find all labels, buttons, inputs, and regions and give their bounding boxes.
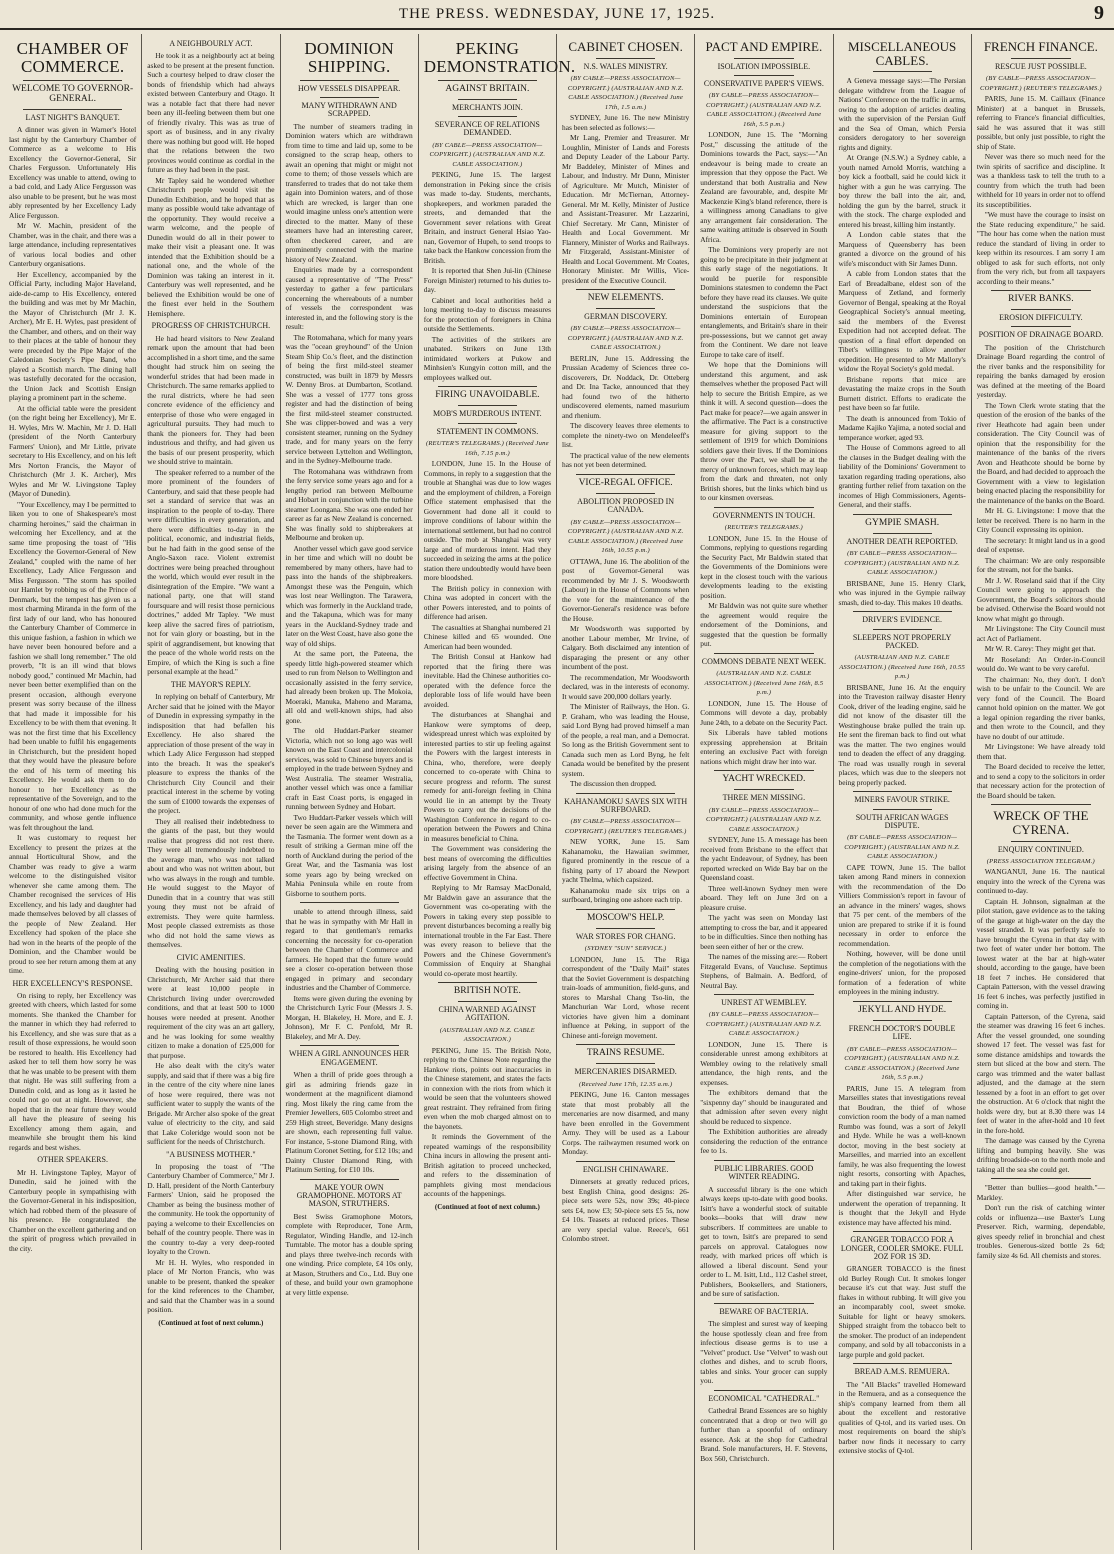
article-paragraph: Dinnersets at greatly reduced prices, best English China, good designs: 26-piece sets were 52s, now 39s; 40-piece sets £4, now £3; 50-piece sets £5 5s, now £4 10s. Teasets at reduced prices. These are very special value. Reece's, 661 Colombo street. <box>562 1177 690 1244</box>
article-paragraph: The Town Clerk wrote stating that the question of the erosion of the banks of the river Heathcote had again been under consideration. The City Council was of opinion that the responsibility for the maintenance of the banks of the rivers Avon and Heathcote should be borne by the Board, and had decided to approach the Government with a view to legislation being enacted placing the responsibility for the maintenance of the banks on the Board. <box>976 400 1105 505</box>
column-rule <box>853 1001 952 1002</box>
column-5 <box>557 34 695 1550</box>
headline: TRAINS RESUME. <box>586 1048 665 1059</box>
column-rule <box>438 80 537 81</box>
article-paragraph: LONDON, June 15. The "Morning Post," discussing the attitude of the Dominions towards the Pact, says:—"An endeavour is being made to create an impression that they oppose the Pact. We understand that both Australia and New Zealand are favourable, and, despite Mr Mackenzie King's bland reference, there is a willingness among Canadians to give any arrangement fair consideration. The same waiting attitude is observed in South Africa. <box>700 130 828 244</box>
column-rule <box>1011 58 1071 59</box>
article-paragraph: The names of the missing are:— Robert Fitzgerald Evans, of Vaucluse. Septimus Stephens, of Balmain. A. Bedford, of Neutral Bay. <box>700 952 828 990</box>
headline: FRENCH DOCTOR'S DOUBLE LIFE. <box>848 1023 956 1042</box>
headline: EROSION DIFFICULTY. <box>999 313 1083 322</box>
column-rule <box>596 58 655 59</box>
headline: PROGRESS OF CHRISTCHURCH. <box>151 321 271 331</box>
column-rule <box>853 611 952 612</box>
column-rule <box>300 1179 399 1180</box>
article-paragraph: OTTAWA, June 16. The abolition of the post of Governor-General was recommended by Mr J. S. Woodsworth (Labour) in the House of Commons when the vote for the maintenance of the Governor-General's residence was before the House. <box>562 556 690 623</box>
headline: MAKE YOUR OWN GRAMOPHONE. MOTORS AT MASON, STRUTHERS. <box>296 1182 402 1209</box>
headline: CHAMBER OF COMMERCE. <box>16 39 129 76</box>
headline: HER EXCELLENCY'S RESPONSE. <box>12 978 133 988</box>
article-paragraph: The "All Blacks" travelled Homeward in the Remuera, and as a consequence the ship's company learned from them all about the excellent and restorative qualities of Q-tol, and its varied uses. On most requirements on board the ship's barber now finds it necessary to carry extensive stocks of Q-tol. <box>838 1379 966 1456</box>
article-paragraph: Two Huddart-Parker vessels which will never be seen again are the Wimmera and the Tasmania. The former went down as a result of striking a German mine off the north of Auckland during the period of the Great War, and the Tasmania was lost some years ago by being wrecked on Mahia Peninsula while en route from Gisborne to southern ports. <box>285 812 413 898</box>
column-rule <box>991 290 1091 291</box>
dateline: (BY CABLE—PRESS ASSOCIATION—COPYRIGHT.) (REUTER'S TELEGRAMS.) <box>979 75 1102 92</box>
article-paragraph: At Orange (N.S.W.) a Sydney cable, a youth named Arnold Morris, watching a boy kick a football, said he could kick it higher with a gun he was carrying. The boy threw the ball into the air, and, holding the gun by the barrel, struck it with the stock. The charge exploded and entered his breast, killing him instantly. <box>838 153 966 229</box>
masthead-title: THE PRESS. WEDNESDAY, JUNE 17, 1925. <box>398 6 716 22</box>
headline: GRANGER TOBACCO FOR A LONGER, COOLER SMOKE. FULL 2OZ FOR 1S 3D. <box>840 1235 964 1262</box>
headline: ABOLITION PROPOSED IN CANADA. <box>577 496 675 515</box>
article-paragraph: The position of the Christchurch Drainage Board regarding the control of the river banks and the responsibility for repairing the banks damaged by erosion was defined at the meeting of the Board yesterday. <box>976 342 1105 400</box>
dateline: (PRESS ASSOCIATION TELEGRAM.) <box>986 857 1095 865</box>
headline: DRIVER'S EVIDENCE. <box>862 615 942 625</box>
article-paragraph: A dinner was given in Warner's Hotel last night by the Canterbury Chamber of Commerce as a welcome to His Excellency the Governor-General, Sir Charles Fergusson. Unfortunately His Excellency was unable to attend, owing to a bad cold, and Lady Alice Fergusson was also unable to be present, but he was most ably represented by her Excellency Lady Alice Fergusson. <box>9 125 137 220</box>
headline: SEVERANCE OF RELATIONS DEMANDED. <box>434 120 540 138</box>
column-rule <box>438 386 537 387</box>
article-paragraph: Never was there so much need for the twin spirits of sacrifice and discipline. It was a thankless task to tell the truth to a country from which the truth had been withheld for 10 years in order not to offend its susceptibilities. <box>976 152 1105 209</box>
article-paragraph: LONDON, June 15. In the House of Commons, in reply to a suggestion that the trouble at Shanghai was due to low wages and the employment of children, a Foreign Office statement emphasised that the Government had done all it could to improve conditions of labour within the international settlement, but had no control outside. The mob at Shanghai was very large and of murderous intent. Had they succeeded in seizing the arms at the police station there undoubtedly would have been more bloodshed. <box>423 459 552 583</box>
column-rule <box>23 80 122 81</box>
column-8 <box>972 34 1110 1550</box>
article-paragraph: PARIS, June 15. M. Caillaux (Finance Minister) at a banquet in Brussels, referring to France's financial difficulties, said he was assured that it was still possible, but only just possible, to right the ship of State. <box>976 94 1105 151</box>
article-paragraph: The activities of the strikers are unabated. Strikers on June 13th intimidated workers at Pukow and Minhsien's Kungyin cotton mill, and the employees walked out. <box>423 334 551 382</box>
dateline: (SYDNEY "SUN" SERVICE.) <box>584 945 667 953</box>
column-rule <box>734 75 793 76</box>
column-rule <box>1011 326 1071 327</box>
dateline: (REUTER'S TELEGRAMS.) <box>724 524 803 532</box>
headline: SOUTH AFRICAN WAGES DISPUTE. <box>855 812 949 831</box>
dateline: (BY CABLE—PRESS ASSOCIATION—COPYRIGHT.) (AUSTRALIAN AND N.Z. CABLE ASSOCIATION.) (Received June 16th, 5.5 p.m.) <box>844 1045 960 1082</box>
article-paragraph: Items were given during the evening by the Christchurch Lyric Four (Messrs J. S. Morgan, H. Blakeley, H. More, and E. J. Johnson), Mr F. C. Penfold, Mr R. Blakeley, and Mr A. Dey. <box>285 993 413 1041</box>
headline: UNREST AT WEMBLEY. <box>721 998 807 1008</box>
column-rule <box>734 789 793 790</box>
dateline: (BY CABLE—PRESS ASSOCIATION—COPYRIGHT.) (AUSTRALIAN AND N.Z. CABLE ASSOCIATION.) (Received June 16th, 5.5 p.m.) <box>706 92 822 128</box>
article-paragraph: A cable from London states that the Earl of Breadalbane, eldest son of the Marquess of Zetland, and formerly Governor of Bengal, speaking at the Royal Geographical Society's annual meeting, said the members of the Everest Expedition had not accepted defeat. The question of a final effort depended on Tibet's willingness to allow another expedition. He presented to Mr Mallory's widow the Royal Society's gold medal. <box>838 269 966 374</box>
column-rule <box>596 493 655 494</box>
article-paragraph: Mr Livingstone: The City Council must act Act of Parliament. <box>976 624 1105 643</box>
article-paragraph: NEW YORK, June 15. Sam Kahanamoku, the Hawaiian swimmer, figured prominently in the rescue of a fishing party of 17 aboard the Newport yacht Thelma, which capsized. <box>562 837 690 885</box>
article-paragraph: The Dominions very properly are not going to be precipitate in their judgment at this early stage of the negotiations. It would be puerile for responsible Dominions statesmen to condemn the Pact before they have read its clauses. We quite understand the suspicions that the Dominions entertain of European entanglements, and Britain's share in their pre-possessions, but we cannot get away from the Continent. We dare not leave Europe to take care of itself. <box>700 245 828 359</box>
headline: BREAD A.M.S. REMUERA. <box>854 1367 950 1377</box>
column-rule <box>714 1160 813 1161</box>
headline: MERCENARIES DISARMED. <box>574 1067 677 1077</box>
headline: PUBLIC LIBRARIES. GOOD WINTER READING. <box>714 1163 814 1182</box>
article-paragraph: At the official table were the president (on the right being her Excellency), Mr E. H. Wyles, Mrs W. Machin, Mr J. D. Hall (president of the North Canterbury Farmers' Union), and Mr Little, private secretary to His Excellency, and on his left Mrs Norton Francis, the Mayor of Christchurch (Mr J. K. Archer), Mrs Wyles and Mr W. Livingstone Tapley (Mayor of Dunedin). <box>9 403 137 499</box>
article-paragraph: Dealing with the housing position in Christchurch, Mr Archer said that there were at least 10,000 people in Christchurch living under overcrowded conditions, and that at least 500 to 1000 houses were needed at present. Another requirement of the city was an art gallery, and he was looking for some wealthy citizen to make a donation of £25,000 for that purpose. <box>147 965 275 1060</box>
continuation-note: (Continued at foot of next column.) <box>434 1202 540 1211</box>
column-rule <box>576 474 675 475</box>
article-paragraph: Mr H. Livingstone Tapley, Mayor of Dunedin, said he joined with the Canterbury people in sympathising with the Governor-General in his indisposition, which had robbed them of the pleasure of his presence. He congratulated the Chamber on the excellent gathering and on the spirit of progress which prevailed in the city. <box>9 1167 137 1253</box>
article-paragraph: LONDON, June 15. There is considerable unrest among exhibitors at Wembley owing to the relatively small attendance, the high rents, and the expenses. <box>700 1039 828 1087</box>
column-rule <box>991 1178 1091 1179</box>
dateline: (BY CABLE—PRESS ASSOCIATION—COPYRIGHT.) (AUSTRALIAN AND N.Z. CABLE ASSOCIATION.) <box>706 806 822 833</box>
column-rule <box>596 928 655 929</box>
headline: ENGLISH CHINAWARE. <box>582 1164 669 1174</box>
headline: WAR STORES FOR CHANG. <box>575 931 676 941</box>
article-paragraph: Captain Patterson, of the Cyrena, said the steamer was drawing 16 feet 6 inches. After the vessel grounded, one sounding showed 17 feet. The vessel was fast for some distance amidships and towards the stern but sliced at the bow and stern. The cargo was trimmed and the water ballast adjusted, and the damage at the stern lessened by a foot in an effort to get over the obstruction. At 6 o'clock that night the holds were dry, but at 8.30 there was 14 feet of water in the after-hold and 10 feet in the fore-hold. <box>976 1011 1105 1135</box>
article-paragraph: Her Excellency, accompanied by the Official Party, including Major Haveland, aide-de-camp to His Excellency, entered the building and was met by Mr Machin, the Mayor of Christchurch (Mr J. K. Archer), Mr E. H. Wyles, past president of the Chamber, and others, and on their way to their places at the table of honour they were preceded by the Pipe Major of the Caledonian Society's Pipe Band, who played a Scottish march. The dining hall was tastefully decorated for the occasion, the Union Jack and Scottish Ensign playing a prominent part in the scheme. <box>9 269 137 403</box>
article-paragraph: In proposing the toast of "The Canterbury Chamber of Commerce," Mr J. D. Hall, president of the North Canterbury Farmers' Union, said he proposed the Chamber as being the business mother of the community. He took the opportunity of paying a welcome to their Excellencies on behalf of the country people. There was in the country to-day a very deep-rooted loyalty to the Crown. <box>147 1161 275 1257</box>
article-paragraph: It reminds the Government of the repeated warnings of the responsibility China incurs in allowing the present anti-British agitation to proceed unchecked, and refers to the dissemination of pamphlets giving most mendacious accounts of the happenings. <box>423 1132 551 1199</box>
headline: MINERS FAVOUR STRIKE. <box>854 795 950 805</box>
article-paragraph: The speaker referred to a number of the more prominent of the founders of Canterbury, and said that these people had set a standard of service that was an inspiration to the people of to-day. There were difficulties in every generation, and there were difficulties to-day in the political, economic, and industrial fields, but he had faith in the good sense of the Anglo-Saxon race. Violent extremist doctrines were being preached throughout the world, which would ever result in the disintegration of the Empire. "We want a national party, one that will stand foursquare and will resist those pernicious doctrines," added Mr Tapley. "We must keep alive the sacred fires of patriotism, not for vain glory or boasting, but in the spirit of aggrandisement, but knowing that the peace of the whole world rests on the Empire, of which the King is such a fine personal example at the head." <box>147 467 275 677</box>
article-paragraph: LONDON, June 15. The House of Commons will devote a day, probably June 24th, to a debate on the Security Pact. <box>700 698 828 727</box>
headline: PEKING DEMONSTRATION. <box>423 39 576 76</box>
article-paragraph: The yacht was seen on Monday last attempting to cross the bar, and it appeared to be in difficulties. Since then nothing has been seen either of her or the crew. <box>700 913 828 951</box>
headline: THE MAYOR'S REPLY. <box>170 679 251 689</box>
article-paragraph: PEKING, June 15. The largest demonstration in Peking since the crisis was made to-day. Students, merchants, shopkeepers, and workmen paraded the streets, and demanded that the Government sever relations with Great Britain, and instruct General Hsiao Yao-nan, Governor of Hupeh, to send troops to take back the Hankow concession from the British. <box>423 170 551 265</box>
article-paragraph: PARIS, June 15. A telegram from Marseilles states that investigations reveal that Boudran, the thief of whose conviction room the body of a man named Rumbo was found, was a sort of Jekyll and Hyde. While he was a well-known doctor, moving in the best society at Marseilles, and married into an excellent family, he was also frequenting the lowest night resorts, consorting with Apaches, and taking part in their fights. <box>838 1083 966 1188</box>
headline: CONSERVATIVE PAPER'S VIEWS. <box>703 79 824 89</box>
article-paragraph: It is reported that Shen Jui-lin (Chinese Foreign Minister) returned to his duties to-day. <box>423 266 551 295</box>
headline: RESCUE JUST POSSIBLE. <box>995 61 1087 71</box>
headline: FRENCH FINANCE. <box>983 39 1098 54</box>
headline: KAHANAMOKU SAVES SIX WITH SURFBOARD. <box>564 796 688 815</box>
column-rule <box>1011 309 1071 310</box>
article-paragraph: WANGANUI, June 16. The nautical enquiry into the wreck of the Cyrena was continued to-day. <box>976 867 1105 896</box>
article-paragraph: Captain H. Johnson, signalman at the pilot station, gave evidence as to the taking of the gauge at high-water on the day the vessel stranded. It was perfectly safe to have brought the Cyrena in that day with two feet of water under her bottom. The lowest water at the bar at high-water should, according to the gauge, have been 18 feet 7 inches. He considered that Captain Patterson, with the vessel drawing 16 feet 6 inches, was perfectly justified in coming in. <box>976 896 1105 1011</box>
article-paragraph: CAPE TOWN, June 15. The ballot taken among Rand miners in connexion with the recommendation of the Do Villiers Commission's report in favour of an advance in the miners' wages, shows that 75 per cent. of the members of the union are prepared to strike if it is found necessary in order to enforce the recommendation. <box>838 862 966 948</box>
headline: CIVIC AMENITIES. <box>176 952 246 962</box>
column-rule <box>853 514 952 515</box>
headline: A NEIGHBOURLY ACT. <box>169 39 253 48</box>
column-rule <box>458 423 517 424</box>
article-paragraph: The Government was considering the best means of overcoming the difficulties arising largely from the absence of an effective Government in China. <box>423 844 551 882</box>
headline: GOVERNMENTS IN TOUCH. <box>712 510 815 520</box>
article-paragraph: The disturbances at Shanghai and Hankow were symptoms of deep, widespread unrest which was exploited by interested parties to stir up feeling against the Powers with the largest interests in China, who, therefore, were deeply concerned to co-operate with China to secure progress and reform. The surest remedy for anti-foreign feeling in China would lie in an attempt by the Treaty Powers to carry out the decisions of the Washington Conference in regard to co-operation between the Powers and China in measures beneficial to China. <box>423 710 551 843</box>
dateline: (AUSTRALIAN AND N.Z. CABLE ASSOCIATION.) (Received June 16th, 8.5 p.m.) <box>704 670 824 697</box>
headline: YACHT WRECKED. <box>722 774 806 785</box>
headline: ECONOMICAL "CATHEDRAL." <box>708 1393 820 1403</box>
headline: JEKYLL AND HYDE. <box>858 1004 947 1015</box>
column-1 <box>4 34 142 1550</box>
dateline: (BY CABLE—PRESS ASSOCIATION—COPYRIGHT.) (AUSTRALIAN AND N.Z. CABLE ASSOCIATION.) <box>706 1011 822 1038</box>
article-paragraph: "Better than bullies—good health."—Markley. <box>976 1183 1105 1202</box>
article-paragraph: Mr H. G. Livingstone: I move that the letter be received. There is no harm in the City Council expressing its opinion. <box>976 506 1105 535</box>
article-paragraph: Replying to Mr Ramsay MacDonald, Mr Baldwin gave an assurance that the Government was co-operating with the Powers in taking every step possible to prevent disturbances becoming a really big international trouble in the Far East. There was every reason to believe that the Powers and the Chinese Government's Commission of Enquiry at Shanghai would co-operate most heartily. <box>423 883 551 978</box>
article-paragraph: Mr Roseland: An Order-in-Council would do. We want to be very careful. <box>976 654 1105 674</box>
column-rule <box>1011 841 1071 842</box>
article-paragraph: The British Consul at Hankow had reported that the firing there was inevitable. Had the Chinese authorities co-operated with the defence force the deplorable loss of life would have been avoided. <box>423 652 551 709</box>
article-paragraph: Six Liberals have tabled motions expressing apprehension at Britain entering an exclusive Pact with foreign nations which might draw her into war. <box>700 728 828 766</box>
article-paragraph: The House of Commons agreed to all the clauses in the Budget dealing with the liability of the Dominions' Government to taxation regarding trading operations, also granting further relief from taxation on the incomes of High Commissioners, Agents-General, and their staffs. <box>838 443 966 510</box>
column-rule <box>23 109 122 110</box>
headline: OTHER SPEAKERS. <box>37 1155 108 1165</box>
column-rule <box>714 653 813 654</box>
dateline: (BY CABLE—PRESS ASSOCIATION—COPYRIGHT.) (AUSTRALIAN AND N.Z. CABLE ASSOCIATION.) (Received June 16th, 10.55 p.m.) <box>567 518 684 555</box>
article-paragraph: PEKING, June 16. Canton messages state that most probably all the mercenaries are now disarmed, and many have been enrolled in the Government Army. They will be used as a Labour Corps. The railwaymen resumed work on Monday. <box>562 1090 690 1157</box>
headline: AGAINST BRITAIN. <box>445 83 530 94</box>
column-rule <box>873 533 932 534</box>
article-paragraph: The practical value of the new elements has not yet been determined. <box>562 450 690 470</box>
headline: ISOLATION IMPOSSIBLE. <box>717 61 811 71</box>
column-rule <box>714 507 813 508</box>
newspaper-columns <box>4 34 1110 1550</box>
column-rule <box>320 97 379 98</box>
headline: MANY WITHDRAWN AND SCRAPPED. <box>301 101 397 119</box>
column-6 <box>695 34 833 1550</box>
article-paragraph: After distinguished war service, he underwent the operation of trepanning. It is thought that the Jekyll and Hyde existence may have affected his mind. <box>838 1189 966 1227</box>
article-paragraph: LONDON, June 15. In the House of Commons, replying to questions regarding the Security Pact, Mr Baldwin stated that the Governments of the Dominions were kept in the closest touch with the various developments leading to the existing position. <box>700 533 828 600</box>
article-paragraph: LONDON, June 15. The Riga correspondent of the "Daily Mail" states that the Soviet Government is despatching train-loads of ammunition, field-guns, and stores to Marshal Chang Tso-lin, the Manchurian War Lord, whose recent victories have given him a dominant influence at Peking, in support of the Chinese anti-foreign movement. <box>562 954 690 1040</box>
headline: MOSCOW'S HELP. <box>587 912 665 923</box>
article-paragraph: Cathedral Brand Essences are so highly concentrated that a drop or two will go further than a spoonful of ordinary essence. Ask at the shop for Cathedral Brand. Sole manufacturers, H. F. Stevens, Box 560, Christchurch. <box>700 1406 828 1463</box>
article-paragraph: unable to attend through illness, said that he was in sympathy with Mr Hall in regard to that gentleman's remarks concerning the necessity for co-operation between the Chamber of Commerce and farmers. He hoped that the future would see a closer co-operation between those engaged in primary and secondary industries and the Chamber of Commerce. <box>285 907 413 993</box>
article-paragraph: BERLIN, June 15. Addressing the Prussian Academy of Sciences three co-discoverers, Dr. Noddack, Dr. Otteberg and Dr. Ina Tacke, announced that they had found two of the hitherto undiscovered elements, named masurium and rhenium. <box>562 353 690 420</box>
headline: DOMINION SHIPPING. <box>304 39 394 76</box>
headline: LAST NIGHT'S BANQUET. <box>25 112 120 122</box>
article-paragraph: The chairman: We are only responsible for the stream, not for the banks. <box>976 555 1105 575</box>
article-paragraph: The casualties at Shanghai numbered 21 Chinese killed and 65 wounded. One American had been wounded. <box>423 622 551 651</box>
headline: THREE MEN MISSING. <box>722 793 806 803</box>
article-paragraph: Cabinet and local authorities held a long meeting to-day to discuss measures for the protection of foreigners in China outside the Settlements. <box>423 295 551 334</box>
headline: STATEMENT IN COMMONS. <box>436 426 539 436</box>
article-paragraph: The recommendation, Mr Woodsworth declared, was in the interests of economy. It would save 200,000 dollars yearly. <box>562 672 690 701</box>
article-paragraph: Nothing, however, will be done until the completion of the negotiations with the engine-drivers' union, for the proposed formation of a federation of white employees in the mining industry. <box>838 949 966 997</box>
headline: ENQUIRY CONTINUED. <box>997 844 1084 854</box>
headline: RIVER BANKS. <box>1008 294 1074 305</box>
article-paragraph: We hope that the Dominions will understand this argument, and ask themselves whether the proposed Pact will help to secure the British Empire, as we think it will. A second question—does the Pact make for peace?—we again answer in the affirmative. The Pact is a constructive measure for giving support to the settlement of 1919 for which Dominions soldiers gave their lives. If the Dominions throw over the Pact, we shall be at the mercy of unknown forces, which may leap from the dark and threaten, not only British shores, but the links which bind us to our kinsmen overseas. <box>700 360 828 503</box>
article-paragraph: He had heard visitors to New Zealand remark upon the amount that had been accomplished in a short time, and the same thought had struck him on seeing the wonderful strides that had been made in Christchurch. The same remarks applied to the rural districts, where he had seen concrete evidence of the efficiency and enterprise of those who were engaged in agricultural pursuits. They had much to thank the pioneers for. They had been industrious and thrifty, and had given us the basis of our present prosperity, which we should strive to maintain. <box>147 333 275 467</box>
article-paragraph: When a thrill of pride goes through a girl as admiring friends gaze in wonderment at the magnificent diamond ring. Most likely the ring came from the Premier Jewellers, 605 Colombo street and 259 High street, Beveridge. Many designs are shown, each representing full value. For instance, 5-stone Diamond Ring, with Platinum Coronet Setting, for £12 10s; and Dainty Cluster Diamond Ring, with Platinum Setting, for £10 10s. <box>285 1070 413 1175</box>
column-rule <box>576 289 675 290</box>
dateline: (Received June 17th, 12.35 a.m.) <box>579 1080 673 1088</box>
continuation-note: (Continued at foot of next column.) <box>158 1318 264 1327</box>
page-number: 9 <box>1094 2 1104 24</box>
article-paragraph: Kahanamoku made six trips on a surfboard, bringing one ashore each trip. <box>562 885 690 905</box>
headline: BEWARE OF BACTERIA. <box>719 1306 809 1316</box>
column-rule <box>576 1044 675 1045</box>
dateline: (BY CABLE—PRESS ASSOCIATION—COPYRIGHT.) (AUSTRALIAN AND N.Z. CABLE ASSOCIATION.) <box>844 550 960 577</box>
column-rule <box>458 405 517 406</box>
column-rule <box>853 1231 952 1232</box>
headline: GYMPIE SMASH. <box>865 517 940 528</box>
article-paragraph: SYDNEY, June 16. The new Ministry has been selected as follows:— <box>562 113 690 132</box>
article-paragraph: "We must have the courage to insist on the State reducing expenditure," he said. "The hour has come when the nation must reduce the standard of living in order to keep within its resources. I am sorry I am obliged to ask for such efforts, not only from the very rich, but from all taxpayers according to their means." <box>976 210 1105 286</box>
article-paragraph: In replying on behalf of Canterbury, Mr Archer said that he joined with the Mayor of Dunedin in expressing sympathy in the indisposition that had befallen his Excellency. He also shared the appreciation of those present of the way in which Lady Alice Fergusson had stepped into the breach. It was the speaker's pleasure to express the thanks of the Christchurch City Council and their practical interest in the scheme by voting the sum of £1000 towards the expenses of the project. <box>147 692 275 816</box>
headline: PACT AND EMPIRE. <box>705 39 823 54</box>
article-paragraph: GRANGER TOBACCO is the finest old Burley Rough Cut. It smokes longer because it's cut that way. Just stuff the flakes in without rubbing. It will give you an incomparably cool, sweet smoke. Suitable for light or heavy smokers. Shipped straight from the tobacco belt to the smoker. The product of an independent company, and sold by all tobacconists in a large purple and gold packet. <box>838 1264 966 1359</box>
article-paragraph: Mr Lang, Premier and Treasurer. Mr Loughlin, Minister of Lands and Forests and Deputy Leader of the Labour Party. Mr Baddeley, Minister of Mines and Labour, and Industry. Mr Dunn, Minister of Agriculture. Mr Mutch, Minister of Education. Mr McTiernan, Attorney-General. Mr M. Kelly, Minister of Justice and Assistant-Treasurer. Mr Lazzarini, Chief Secretary. Mr Cann, Minister of Health and Local Government. Mr Flannery, Minister of Works and Railways. Mr Fitzgerald, Assistant-Minister of Health and Local Government. Mr Coates, Honorary Minister. Mr Willis, Vice-president of the Executive Council. <box>562 133 690 285</box>
article-paragraph: Don't run the risk of catching winter colds or influenza—use Baxter's Lung Preserver. Rich, warming, dependable, gives speedy relief in bronchial and chest troubles. Generous-sized bottle 2s 6d; family size 4s 6d. All chemists and stores. <box>976 1203 1105 1260</box>
article-paragraph: A Geneva message says:—The Persian delegate withdrew from the League of Nations' Conference on the traffic in arms, owing to the adoption of articles dealing with the supervision of the Persian Gulf and the Sea of Oman, which Persia considers derogatory to her sovereign rights and dignity. <box>838 76 966 152</box>
article-paragraph: Another vessel which gave good service in her time and which will no doubt be remembered by many others, have had to pass into the hands of the shipbreakers. Amongst these was the Penguin, which was lost near Wellington. The Tarawera, which was formerly in the Auckland trade, and the Takapuna, which was for many years in the Auckland-Sydney trade and later on the West Coast, have also gone the way of old ships. <box>285 543 413 648</box>
article-paragraph: Mr Baldwin was not quite sure whether the agreement would require the endorsement of the Dominions, and suggested that the question be formally put. <box>700 601 828 649</box>
column-rule <box>438 982 537 983</box>
headline: MISCELLANEOUS CABLES. <box>847 39 957 68</box>
headline: GERMAN DISCOVERY. <box>584 312 668 321</box>
headline: NEW ELEMENTS. <box>587 293 664 304</box>
article-paragraph: A London cable states that the Marquess of Queensberry has been granted a divorce on the ground of his wife's misconduct with Sir James Dunn. <box>838 230 966 268</box>
article-paragraph: BRISBANE, June 16. At the enquiry into the Traveston railway disaster Henry Cook, driver of the leading engine, said he did not know of the disaster till the Westinghouse brake pulled the train up. He sent the fireman back to find out what was the matter. The two engines would tend to deaden the effect of any dragging. The road was usually rough in several places, which was due to the sleepers not being properly packed. <box>838 682 966 787</box>
dateline: (BY CABLE—PRESS ASSOCIATION—COPYRIGHT.) (REUTER'S TELEGRAMS.) <box>564 818 687 835</box>
article-paragraph: He took it as a neighbourly act at being asked to be present at the present function. Such a courtesy helped to draw closer the bonds of friendship which had always existed between Canterbury and Otago. It was a notable fact that there had never been any ill-feeling between them but one of friendly rivalry. This was as true of sport as of business, and in any rivalry there was nothing but good will. He hoped that the relations between the two provinces would continue as cordial in the future as they had been in the past. <box>147 51 275 175</box>
column-rule <box>300 902 399 903</box>
article-paragraph: Mr J. W. Roseland said that if the City Council were going to approach the Government, the Board's solicitors should be advised. Otherwise the Board would not know what might go through. <box>976 575 1105 623</box>
column-rule <box>300 1045 399 1046</box>
column-7 <box>834 34 972 1550</box>
article-paragraph: He also dealt with the city's water supply, and said that if there was a big fire in the centre of the city where nine lanes of hose were required, there was not sufficient water to supply the wants of the Brigade. Mr Archer also spoke of the great value of electricity to the city, and said that Lake Coleridge would soon not be sufficient for the needs of Christchurch. <box>147 1061 275 1147</box>
article-paragraph: The Rotomahana, which for many years was the "ocean greyhound" of the Union Steam Ship Co.'s fleet, and the distinction of being the first mild-steel steamer constructed, was built in 1879 by Messrs W. Denny Bros. at Dumbarton, Scotland. She was a vessel of 1777 tons gross register and had the distinction of being the first mild-steel steamer constructed. She was clipper-bowed and was a very consistent steamer, running on the Sydney trade, and for many years on the ferry service between Lyttelton and Wellington, and in the Sydney-Melbourne trade. <box>285 332 413 466</box>
article-paragraph: The discussion then dropped. <box>570 779 657 789</box>
headline: N.S. WALES MINISTRY. <box>583 61 668 71</box>
column-rule <box>734 58 793 59</box>
headline: FIRING UNAVOIDABLE. <box>435 390 540 401</box>
headline: BRITISH NOTE. <box>453 986 521 997</box>
column-rule <box>853 1363 952 1364</box>
column-rule <box>714 994 813 995</box>
headline: MERCHANTS JOIN. <box>452 102 523 112</box>
article-paragraph: The simplest and surest way of keeping the house spotlessly clean and free from infectious disease germs is to use a "Velvet" product. Use "Velvet" to wash out clothes and dishes, and to scrub floors, tables and sinks. Your grocer can supply you. <box>700 1319 828 1386</box>
column-rule <box>714 1303 813 1304</box>
column-rule <box>873 629 932 630</box>
article-paragraph: On rising to reply, her Excellency was greeted with cheers, which lasted for some moments. She thanked the Chamber for the manner in which they had referred to his Excellency, and she was sure that as a result of those expressions, he would soon be restored to health. His Excellency had asked her to tell them how sorry he was that he was unable to be present with them that night. He was still suffering from a Dunedin cold, and as long as it lasted he could not go out at night. However, she hoped that in the near future they would all have the pleasure of seeing his Excellency among them again, and meanwhile she brought them his kind regards and best wishes. <box>9 990 137 1152</box>
article-paragraph: Best Swiss Gramophone Motors, complete with Reproducer, Tone Arm, Regulator, Winding Handle, and 12-inch Turntable. The motor has a double spring and plays three twelve-inch records with one winding. Price complete, £4 10s only, at Mason, Struthers and Co., Ltd. Buy one of these, and build your own gramophone at very little expense. <box>285 1211 413 1297</box>
article-paragraph: The damage was caused by the Cyrena lifting and bumping heavily. She was drifting broadside-on to the north mole and taking all the sea she could get. <box>976 1136 1105 1174</box>
headline: MOB'S MURDEROUS INTENT. <box>433 409 542 419</box>
article-paragraph: The Board decided to receive the letter, and to send a copy to the solicitors in order that necessary action for the protection of the Board should be taken. <box>976 762 1105 800</box>
column-rule <box>714 770 813 771</box>
headline: SLEEPERS NOT PROPERLY PACKED. <box>852 632 952 650</box>
article-paragraph: Mr W. R. Carey: They might get that. <box>984 644 1096 654</box>
article-paragraph: It was customary to request her Excellency to present the prizes at the annual Horticultural Show, and the Chamber was ready to give a warm welcome to the distinguished visitor whenever she came among them. The Chamber recognised the services of His Excellency, and his lady and daughter had made themselves beloved by all classes of the people of New Zealand. Her Excellency had spoken of the place she had won in the hearts of the people of the Dominion, and the Chamber would be proud to see her return among them at any time. <box>9 833 137 976</box>
masthead <box>0 0 1114 30</box>
headline: ANOTHER DEATH REPORTED. <box>846 536 958 546</box>
article-paragraph: The Minister of Railways, the Hon. G. P. Graham, who was leading the House, said Lord Byng had proved himself a man of the people, a real man, and a Democrat. So long as the British Government sent to Canada such men as Lord Byng, he felt Canada would be benefited by the present system. <box>562 702 690 778</box>
column-rule <box>873 809 932 810</box>
headline: CHINA WARNED AGAINST AGITATION. <box>438 1005 537 1023</box>
dateline: (BY CABLE—PRESS ASSOCIATION—COPYRIGHT.) (AUSTRALIAN AND N.Z. CABLE ASSOCIATION.) <box>567 325 684 352</box>
column-rule <box>576 909 675 910</box>
article-paragraph: Mr Woodsworth was supported by another Labour member, Mr Irvine, of Calgary. Both disclaimed any intention of disparaging the present or any other incumbent of the post. <box>562 624 690 672</box>
column-rule <box>873 1020 932 1021</box>
article-paragraph: Mr H. H. Wyles, who responded in place of Mr Norton Francis, who was unable to be present, thanked the speaker for the kind references to the Chamber, and said that the Chamber was in a sound position. <box>147 1257 275 1315</box>
article-paragraph: Mr Tapley said he wondered whether Christchurch people would visit the Dunedin Exhibition, and he hoped that as many as possible would take advantage of the opportunity. They would receive a warm welcome, and the people of Dunedin would do all in their power to make their visit a pleasant one. It was intended that the Exhibition should be a national one, and the whole of the Dominion was taking an interest in it. Canterbury was well represented, and he believed the Exhibition would be one of the finest ever held in the Southern Hemisphere. <box>147 175 275 318</box>
column-rule <box>458 1001 517 1002</box>
article-paragraph: Brisbane reports that mice are devastating the maize crops in the South Burnett district. Efforts to eradicate the pest have been so far futile. <box>838 374 966 413</box>
column-rule <box>300 80 399 81</box>
dateline: (BY CABLE—PRESS ASSOCIATION—COPYRIGHT.) (AUSTRALIAN AND N.Z. CABLE ASSOCIATION.) (Received June 17th, 1.5 a.m.) <box>567 75 684 111</box>
dateline: (BY CABLE—PRESS ASSOCIATION—COPYRIGHT.) (AUSTRALIAN AND N.Z. CABLE ASSOCIATION.) <box>844 834 960 861</box>
column-rule <box>596 308 655 309</box>
article-paragraph: The Exhibition authorities are already considering the reduction of the entrance fee to 1s. <box>700 1127 828 1156</box>
dateline: (BY CABLE—PRESS ASSOCIATION—COPYRIGHT.) (AUSTRALIAN AND N.Z. CABLE ASSOCIATION.) <box>429 141 546 168</box>
article-paragraph: They all realised their indebtedness to the giants of the past, but they would realise that progress did not rest there. They were all tremendously indebted to the average man, who was not talked about and who was not written about, but who was always in the rough and tumble. He would suggest to the Mayor of Dunedin that in a country that was still young they must not be afraid of extremists. They were quite harmless. Most people classed extremists as those who did not hold the same views as themselves. <box>147 816 275 950</box>
article-paragraph: The death is announced from Tokio of Madame Kajiko Yajima, a noted social and temperance worker, aged 93. <box>838 413 966 442</box>
article-paragraph: Mr Livingstone: We have already told them that. <box>976 742 1105 761</box>
article-paragraph: BRISBANE, June 15. Henry Clark, who was injured in the Gympie railway smash, died to-day. This makes 10 deaths. <box>838 578 966 607</box>
article-paragraph: A successful library is the one which always keeps up-to-date with good books. Isitt's have a wonderful stock of suitable books—books that will draw new subscribers. If committees are unable to get to town, Isitt's are prepared to send parcels on approval. Catalogues now ready, with marked prices off which is allowed a liberal discount. Send your order to L. M. Isitt, Ltd., 112 Cashel street, Publishers, Booksellers, and Stationers, and be sure of satisfaction. <box>700 1184 828 1299</box>
dateline: (REUTER'S TELEGRAMS.) (Received June 16th, 7.15 p.m.) <box>425 440 549 457</box>
column-4 <box>419 34 576 1550</box>
article-paragraph: "Your Excellency, may I be permitted to liken you to one of Shakespeare's most charming heroines," said the chairman in welcoming her Excellency, and at the same time proposing the toast of "His Excellency the Governor-General of New Zealand," coupled with the name of her Excellency, Lady Alice Fergusson and Miss Fergusson. "The storm has spoiled our Hamlet by robbing us of the Prince of Denmark, but the tempest has given us a most charming Miranda in the form of the first lady of our land, who has honoured the Canterbury Chamber of Commerce in this unique fashion, a fashion in which we have never been honoured before and a fashion we shall long remember." The old proverb, "It is an ill wind that blows nobody good," continued Mr Machin, had never been better exemplified than on the present occasion, although everyone present was sorry because of the illness that had made it impossible for his Excellency to be with them that evening. It was not the first time that his Excellency had been unable to fulfil his engagements in Christchurch, but the president hoped that they would have the pleasure before the end of his term of meeting his Excellency. He would ask them to do honour to her Excellency as the representative of the Sovereign, and to the honour of one who had done much for the community, and whose gentle influence was felt throughout the land. <box>9 499 137 832</box>
column-rule <box>991 804 1091 805</box>
article-paragraph: Mr W. Machin, president of the Chamber, was in the chair, and there was a large attendance, including representatives of various local bodies and other Canterbury organisations. <box>9 221 137 269</box>
column-rule <box>853 791 952 792</box>
article-paragraph: PEKING, June 15. The British Note, replying to the Chinese Note regarding the Hankow riots, points out inaccuracies in the Chinese statement, and states the facts in connexion with the riots from which it would be seen that the volunteers showed great restraint. They refrained from firing even when the mob charged almost on to the bayonets. <box>423 1045 551 1131</box>
column-rule <box>458 116 517 117</box>
headline: CABINET CHOSEN. <box>568 39 683 54</box>
headline: WELCOME TO GOVERNOR-GENERAL. <box>12 83 134 104</box>
article-paragraph: The exhibitors demand that the "sixpenny day" should be inaugurated and that admission after seven every night should be reduced to sixpence. <box>700 1088 828 1126</box>
article-paragraph: The chairman: No, they don't. I don't wish to be unfair to the Council. We are very fond of the Council. The Board cannot hold opinion on the matter. We got a legal opinion regarding the river banks, and then wrote to the Council, and they have no doubt of our attitude. <box>976 674 1105 741</box>
headline: COMMONS DEBATE NEXT WEEK. <box>701 656 826 666</box>
column-rule <box>576 1161 675 1162</box>
column-2 <box>142 34 280 1550</box>
article-paragraph: At the same port, the Pateena, the speedy little high-powered steamer which used to run from Nelson to Wellington and occasionally assisted in the ferry service, had already been broken up. The Mokoia, Moeraki, Manuka, Maheno and Marama, all old and well-known ships, had also gone. <box>285 649 413 725</box>
headline: "A BUSINESS MOTHER." <box>166 1149 256 1159</box>
article-paragraph: The discovery leaves three elements to complete the ninety-two on Mendeleeff's list. <box>562 421 690 450</box>
article-paragraph: The Rotomahana was withdrawn from the ferry service some years ago and for a lengthy period ran between Melbourne and Hobart in conjunction with the turbine steamer Loongana. She was one ended her career as far as New Zealand is concerned. She was finally sold to shipbreakers at Melbourne and broken up. <box>285 466 413 543</box>
article-paragraph: Three well-known Sydney men were aboard. They left on June 3rd on a pleasure cruise. <box>700 883 828 912</box>
article-paragraph: The British policy in connexion with China was adopted in concert with the other Powers interested, and to points of difference had arisen. <box>423 583 551 622</box>
article-paragraph: The secretary: It might land us in a good deal of expense. <box>976 535 1105 555</box>
column-3 <box>281 34 419 1550</box>
column-rule <box>458 99 517 100</box>
headline: VICE-REGAL OFFICE. <box>578 477 673 488</box>
column-rule <box>873 71 932 72</box>
column-rule <box>714 1390 813 1391</box>
headline: WHEN A GIRL ANNOUNCES HER ENGAGEMENT. <box>289 1049 410 1067</box>
dateline: (AUSTRALIAN AND N.Z. CABLE ASSOCIATION.) (Received June 16th, 10.55 p.m.) <box>839 654 966 681</box>
article-paragraph: The number of steamers trading in Dominion waters which are withdrawn from time to time and laid up, some to be consigned to the scrap heap, others to await an opening that might or might not come to them; of those vessels which are transferred to trades that do not take them again into Dominion waters, and of those which are wrecked, is larger than one would imagine unless one's attention were directed to the matter. Many of these steamers have had an interesting career, often checkered career, and are prominently connected with the marine history of New Zealand. <box>285 121 413 264</box>
article-paragraph: SYDNEY, June 15. A message has been received from Brisbane to the effect that the yacht Endeavour, of Sydney, has been reported wrecked on Wide Bay bar on the Queensland coast. <box>700 835 828 883</box>
headline: WRECK OF THE CYRENA. <box>993 808 1089 837</box>
column-rule <box>596 1063 655 1064</box>
dateline: (AUSTRALIAN AND N.Z. CABLE ASSOCIATION.) <box>439 1026 535 1044</box>
article-paragraph: Enquiries made by a correspondent caused a representative of "The Press" yesterday to gather a few particulars concerning the whereabouts of a number of vessels the correspondent was interested in, and the following story is the result: <box>285 265 413 332</box>
headline: HOW VESSELS DISAPPEAR. <box>298 83 401 93</box>
article-paragraph: The old Huddart-Parker steamer Victoria, which not so long ago was well known on the East Coast and intercolonial services, was sold to Chinese buyers and is employed in the trade between Sydney and West Australia. The steamer Westralia, another vessel which was once a familiar craft in East Coast ports, is engaged in running between Sydney and Hobart. <box>285 726 413 812</box>
headline: POSITION OF DRAINAGE BOARD. <box>978 330 1104 340</box>
column-rule <box>576 793 675 794</box>
